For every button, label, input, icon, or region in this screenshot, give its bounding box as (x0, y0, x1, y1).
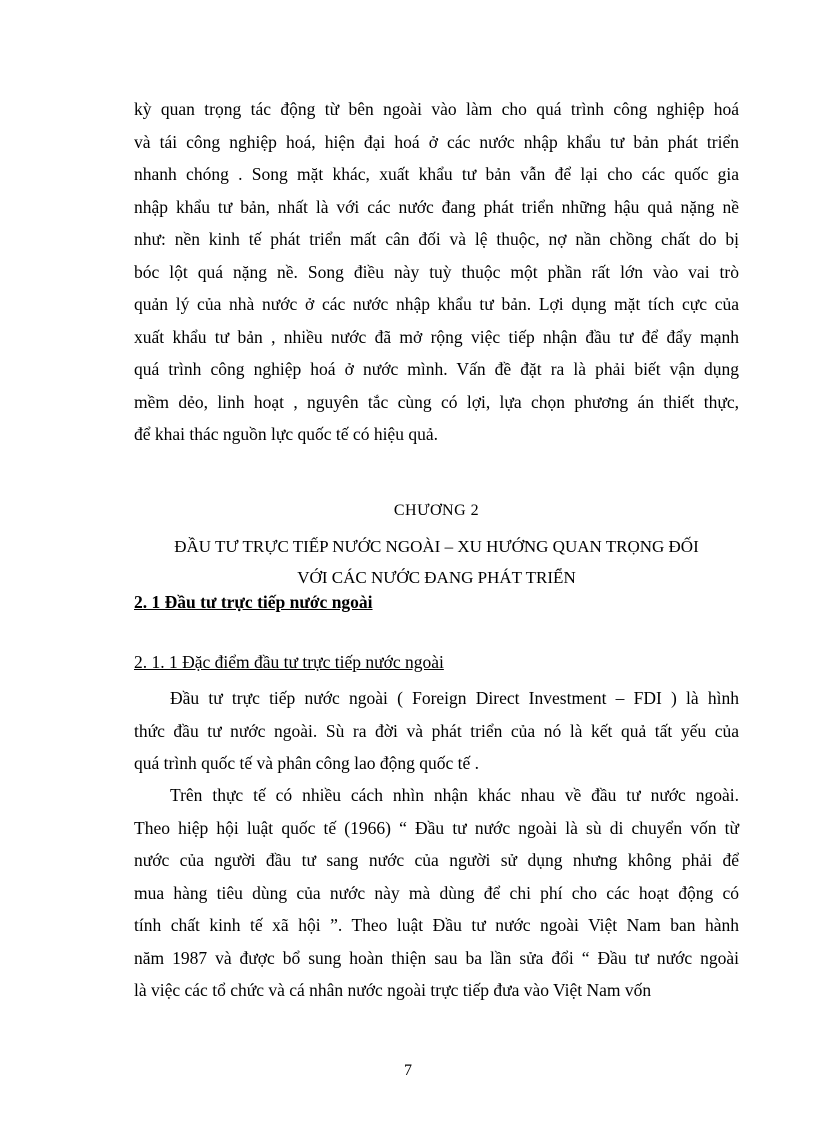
text-line: kỳ quan trọng tác động từ bên ngoài vào làm cho quá trình công nghiệp hoá (134, 99, 739, 119)
chapter-label: CHƯƠNG 2 (393, 502, 480, 519)
text-line: tính chất kinh tế xã hội ”. Theo luật Đầu tư nước ngoài Việt Nam ban hành (134, 915, 739, 935)
text-line: và tái công nghiệp hoá, hiện đại hoá ở các nước nhập khẩu tư bản phát triển (134, 131, 739, 152)
chapter-title-line-2: VỚI CÁC NƯỚC ĐANG PHÁT TRIỂN (297, 568, 576, 587)
text-line: quản lý của nhà nước ở các nước nhập khẩu tư bản. Lợi dụng mặt tích cực của (134, 294, 739, 314)
text-line: mềm dẻo, linh hoạt , nguyên tắc cùng có lợi, lựa chọn phương án thiết thực, (134, 391, 739, 412)
section-heading: 2. 1 Đầu tư trực tiếp nước ngoài (134, 592, 373, 612)
paragraph-continuation (134, 93, 739, 451)
text-line: nhanh chóng . Song mặt khác, xuất khẩu tư bản vẫn để lại cho các quốc gia (134, 164, 739, 184)
text-line: để khai thác nguồn lực quốc tế có hiệu quả. (134, 424, 438, 444)
subsection-heading: 2. 1. 1 Đặc điểm đầu tư trực tiếp nước ngoài (134, 652, 444, 672)
chapter-title-line-1: ĐẦU TƯ TRỰC TIẾP NƯỚC NGOÀI – XU HƯỚNG QUAN TRỌNG ĐỐI (174, 537, 699, 556)
text-line: Theo hiệp hội luật quốc tế (1966) “ Đầu tư nước ngoài là sù di chuyển vốn từ (134, 817, 739, 838)
text-line: quá trình quốc tế và phân công lao động quốc tế . (134, 753, 480, 773)
text-line: bóc lột quá nặng nề. Song điều này tuỳ thuộc một phần rất lớn vào vai trò (134, 261, 739, 282)
text-line: quá trình công nghiệp hoá ở nước mình. Vấn đề đặt ra là phải biết vận dụng (134, 359, 739, 379)
text-line: xuất khẩu tư bản , nhiều nước đã mở rộng việc tiếp nhận đầu tư để đẩy mạnh (134, 326, 739, 347)
text-line: Trên thực tế có nhiều cách nhìn nhận khác nhau về đầu tư nước ngoài. (170, 785, 739, 805)
text-line: mua hàng tiêu dùng của nước này mà dùng để chi phí cho các hoạt động có (134, 882, 739, 903)
text-line: như: nền kinh tế phát triển mất cân đối và lệ thuộc, nợ nần chồng chất do bị (134, 229, 739, 249)
paragraph-perspectives (134, 779, 739, 1007)
paragraph-fdi-definition (134, 682, 739, 780)
text-line: nhập khẩu tư bản, nhất là với các nước đang phát triển những hậu quả nặng nề (134, 196, 739, 217)
text-line: thức đầu tư nước ngoài. Sù ra đời và phát triển của nó là kết quả tất yếu của (134, 720, 739, 741)
text-line: Đầu tư trực tiếp nước ngoài ( Foreign Direct Investment – FDI ) là hình (170, 688, 739, 708)
page-number: 7 (404, 1062, 412, 1079)
text-line: năm 1987 và được bổ sung hoàn thiện sau ba lần sửa đổi “ Đầu tư nước ngoài (134, 947, 739, 968)
text-line: nước của người đầu tư sang nước của người sử dụng nhưng không phải để (134, 850, 739, 870)
text-line: là việc các tổ chức và cá nhân nước ngoài trực tiếp đưa vào Việt Nam vốn (134, 980, 652, 1000)
